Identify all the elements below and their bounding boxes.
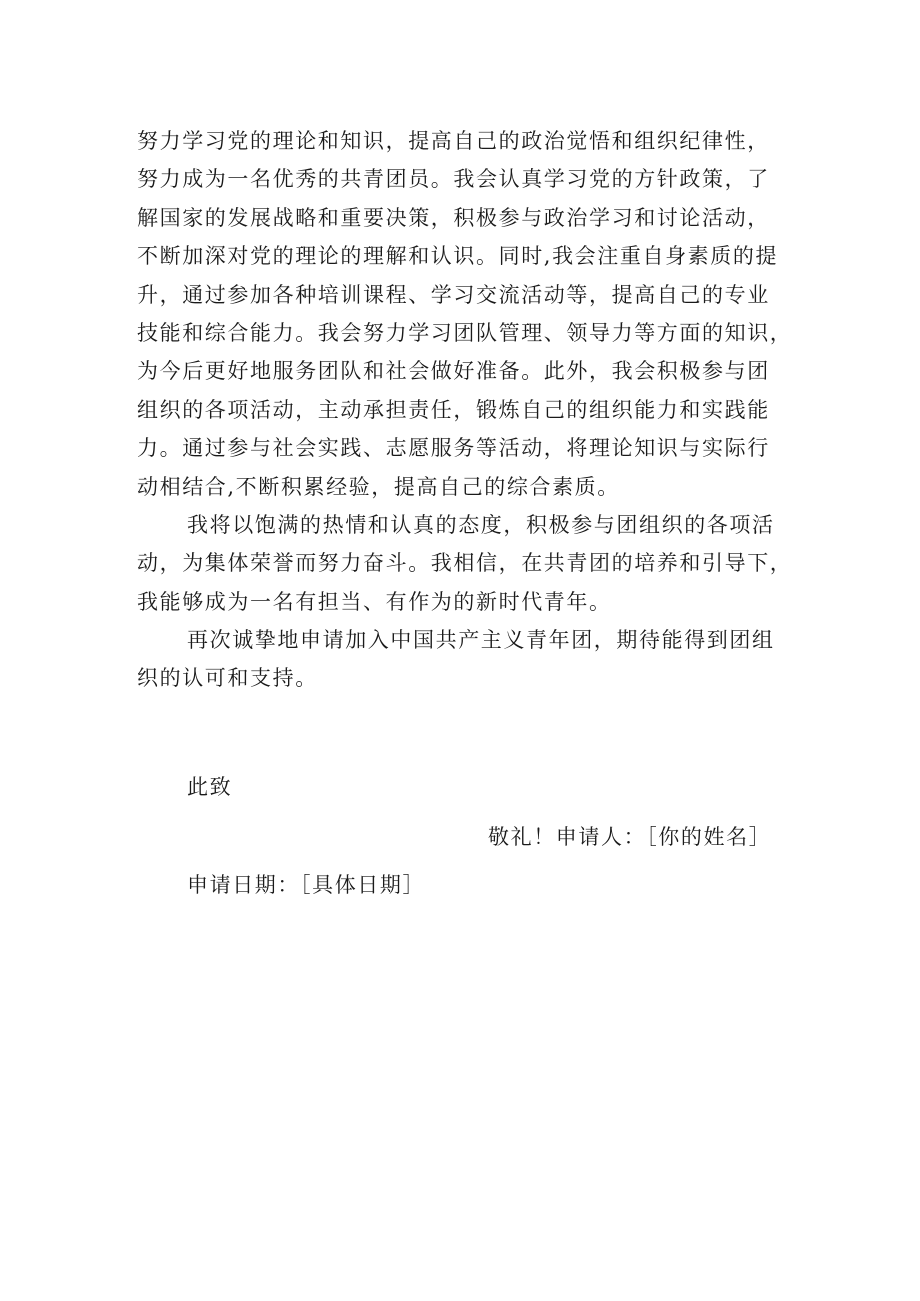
paragraph-1-line: 解国家的发展战略和重要决策，积极参与政治学习和讨论活动， [137,205,770,230]
paragraph-3-line: 织的认可和支持。 [137,666,318,691]
paragraph-1-line: 努力学习党的理论和知识，提高自己的政治觉悟和组织纪律性， [137,129,770,153]
letter-body [137,122,797,698]
application-date-line: 申请日期：［具体日期］ [187,873,426,897]
paragraph-2-line: 我将以饱满的热情和认真的态度，积极参与团组织的各项活 [187,512,775,537]
paragraph-1-line: 不断加深对党的理论的理解和认识。同时,我会注重自身素质的提 [137,244,779,269]
closing-block [137,768,797,806]
closing-phrase: 此致 [187,775,233,799]
paragraph-1-line: 努力成为一名优秀的共青团员。我会认真学习党的方针政策，了 [137,167,770,192]
paragraph-1-line: 力。通过参与社会实践、志愿服务等活动，将理论知识与实际行 [137,436,770,461]
paragraph-1-line: 组织的各项活动，主动承担责任，锻炼自己的组织能力和实践能 [137,397,770,422]
paragraph-2-line: 动，为集体荣誉而努力奋斗。我相信，在共青团的培养和引导下， [137,551,793,576]
paragraph-3-line: 再次诚挚地申请加入中国共产主义青年团，期待能得到团组 [187,628,775,653]
paragraph-2-line: 我能够成为一名有担当、有作为的新时代青年。 [137,589,612,614]
paragraph-1-line: 技能和综合能力。我会努力学习团队管理、领导力等方面的知识， [137,320,793,345]
paragraph-1-line: 升，通过参加各种培训课程、学习交流活动等，提高自己的专业 [137,282,770,307]
signature-line: 敬礼！申请人：［你的姓名］ [488,825,772,849]
paragraph-1-line: 动相结合,不断积累经验，提高自己的综合素质。 [137,474,620,499]
paragraph-1-line: 为今后更好地服务团队和社会做好准备。此外，我会积极参与团 [137,359,770,384]
